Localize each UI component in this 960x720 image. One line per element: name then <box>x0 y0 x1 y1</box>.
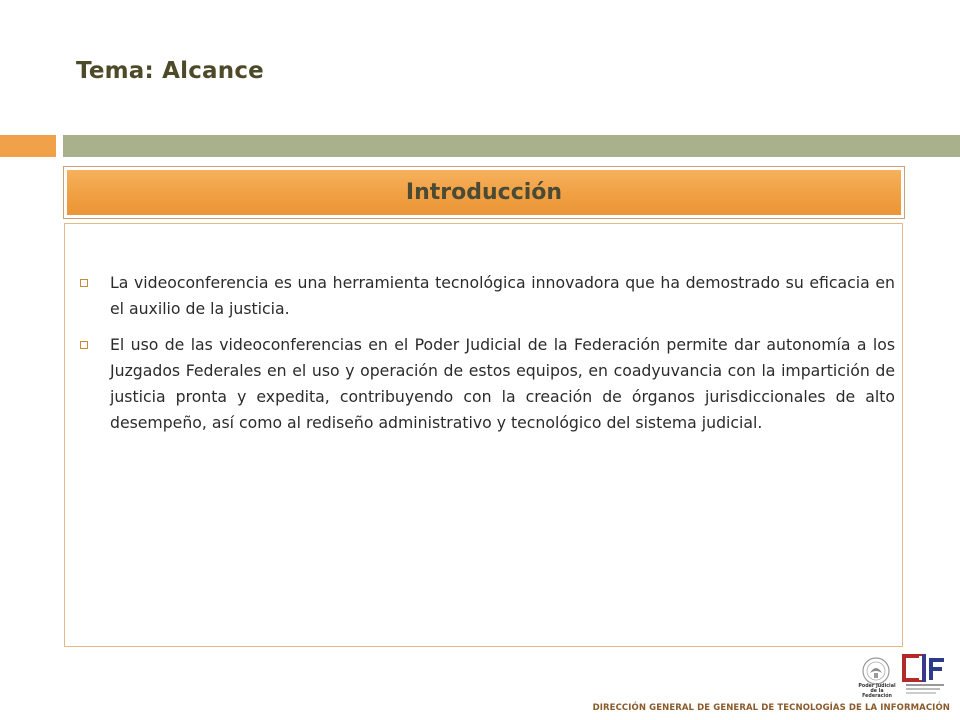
square-bullet-icon <box>80 279 88 287</box>
slide-title: Tema: Alcance <box>76 58 264 84</box>
bullet-list <box>80 270 895 446</box>
logo-pj-caption: Poder Judicial de la Federación <box>858 684 896 699</box>
bullet-text: La videoconferencia es una herramienta tecnológica innovadora que ha demostrado su eficacia en el auxilio de la justicia. <box>110 273 895 318</box>
section-banner <box>63 166 905 219</box>
cjf-logo-icon <box>902 652 948 698</box>
footer-department: DIRECCIÓN GENERAL DE GENERAL DE TECNOLOGÍAS DE LA INFORMACIÓN <box>592 703 950 713</box>
bullet-text: El uso de las videoconferencias en el Poder Judicial de la Federación permite dar autonomía a los Juzgados Federales en el uso y operación de estos equipos, en coadyuvancia con la impartición de justicia pronta y expedita, contribuyendo con la creación de órganos jurisdiccionales de alto desempeño, así como al rediseño administrativo y tecnológico del sistema judicial. <box>110 335 895 432</box>
accent-bar-green <box>63 135 960 157</box>
section-banner-label: Introducción <box>67 170 901 215</box>
accent-bar-orange <box>0 135 56 157</box>
list-item <box>80 270 895 322</box>
list-item <box>80 332 895 436</box>
square-bullet-icon <box>80 341 88 349</box>
